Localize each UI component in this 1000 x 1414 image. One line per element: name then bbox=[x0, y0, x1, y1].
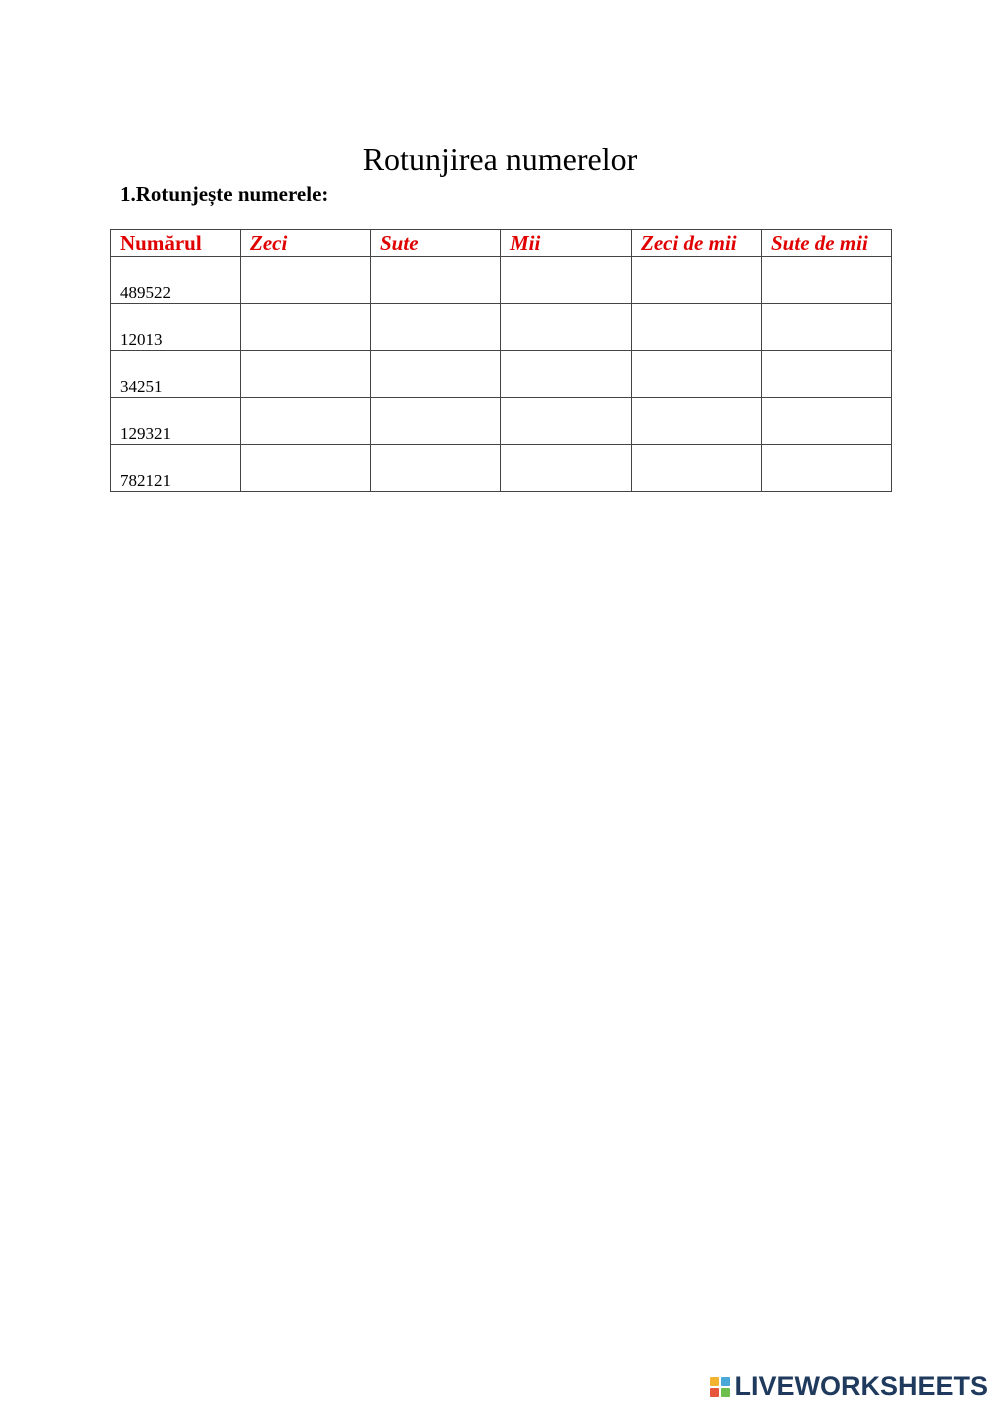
header-sute-de-mii: Sute de mii bbox=[762, 230, 892, 257]
number-cell: 12013 bbox=[111, 304, 241, 351]
liveworksheets-watermark bbox=[710, 1371, 988, 1402]
answer-cell-mii[interactable] bbox=[501, 304, 632, 351]
answer-cell-zeci[interactable] bbox=[241, 304, 371, 351]
header-sute: Sute bbox=[371, 230, 501, 257]
answer-cell-zeci-de-mii[interactable] bbox=[632, 304, 762, 351]
answer-cell-sute-de-mii[interactable] bbox=[762, 257, 892, 304]
table-row bbox=[111, 351, 892, 398]
answer-cell-sute-de-mii[interactable] bbox=[762, 304, 892, 351]
number-cell: 782121 bbox=[111, 445, 241, 492]
header-numarul: Numărul bbox=[111, 230, 241, 257]
answer-cell-zeci[interactable] bbox=[241, 351, 371, 398]
answer-cell-mii[interactable] bbox=[501, 398, 632, 445]
logo-block-tl bbox=[710, 1377, 719, 1386]
table-row bbox=[111, 445, 892, 492]
table-row bbox=[111, 257, 892, 304]
answer-cell-sute-de-mii[interactable] bbox=[762, 398, 892, 445]
answer-cell-mii[interactable] bbox=[501, 445, 632, 492]
header-zeci: Zeci bbox=[241, 230, 371, 257]
table-row bbox=[111, 304, 892, 351]
number-cell: 489522 bbox=[111, 257, 241, 304]
logo-block-bl bbox=[710, 1388, 719, 1397]
answer-cell-sute-de-mii[interactable] bbox=[762, 351, 892, 398]
answer-cell-zeci-de-mii[interactable] bbox=[632, 257, 762, 304]
answer-cell-sute-de-mii[interactable] bbox=[762, 445, 892, 492]
table-row bbox=[111, 398, 892, 445]
answer-cell-zeci[interactable] bbox=[241, 398, 371, 445]
number-cell: 34251 bbox=[111, 351, 241, 398]
instruction-text: 1.Rotunjește numerele: bbox=[120, 182, 329, 206]
answer-cell-sute[interactable] bbox=[371, 257, 501, 304]
answer-cell-zeci-de-mii[interactable] bbox=[632, 445, 762, 492]
answer-cell-sute[interactable] bbox=[371, 351, 501, 398]
watermark-text: LIVEWORKSHEETS bbox=[734, 1371, 988, 1401]
answer-cell-zeci[interactable] bbox=[241, 257, 371, 304]
logo-block-tr bbox=[721, 1377, 730, 1386]
answer-cell-sute[interactable] bbox=[371, 398, 501, 445]
answer-cell-mii[interactable] bbox=[501, 257, 632, 304]
number-cell: 129321 bbox=[111, 398, 241, 445]
answer-cell-zeci[interactable] bbox=[241, 445, 371, 492]
logo-block-br bbox=[721, 1388, 730, 1397]
answer-cell-zeci-de-mii[interactable] bbox=[632, 398, 762, 445]
header-mii: Mii bbox=[501, 230, 632, 257]
header-zeci-de-mii: Zeci de mii bbox=[632, 230, 762, 257]
answer-cell-zeci-de-mii[interactable] bbox=[632, 351, 762, 398]
liveworksheets-logo-icon bbox=[710, 1377, 730, 1397]
answer-cell-mii[interactable] bbox=[501, 351, 632, 398]
table-header-row bbox=[111, 230, 892, 257]
page-title: Rotunjirea numerelor bbox=[362, 141, 638, 178]
rounding-table bbox=[110, 229, 892, 492]
answer-cell-sute[interactable] bbox=[371, 304, 501, 351]
answer-cell-sute[interactable] bbox=[371, 445, 501, 492]
